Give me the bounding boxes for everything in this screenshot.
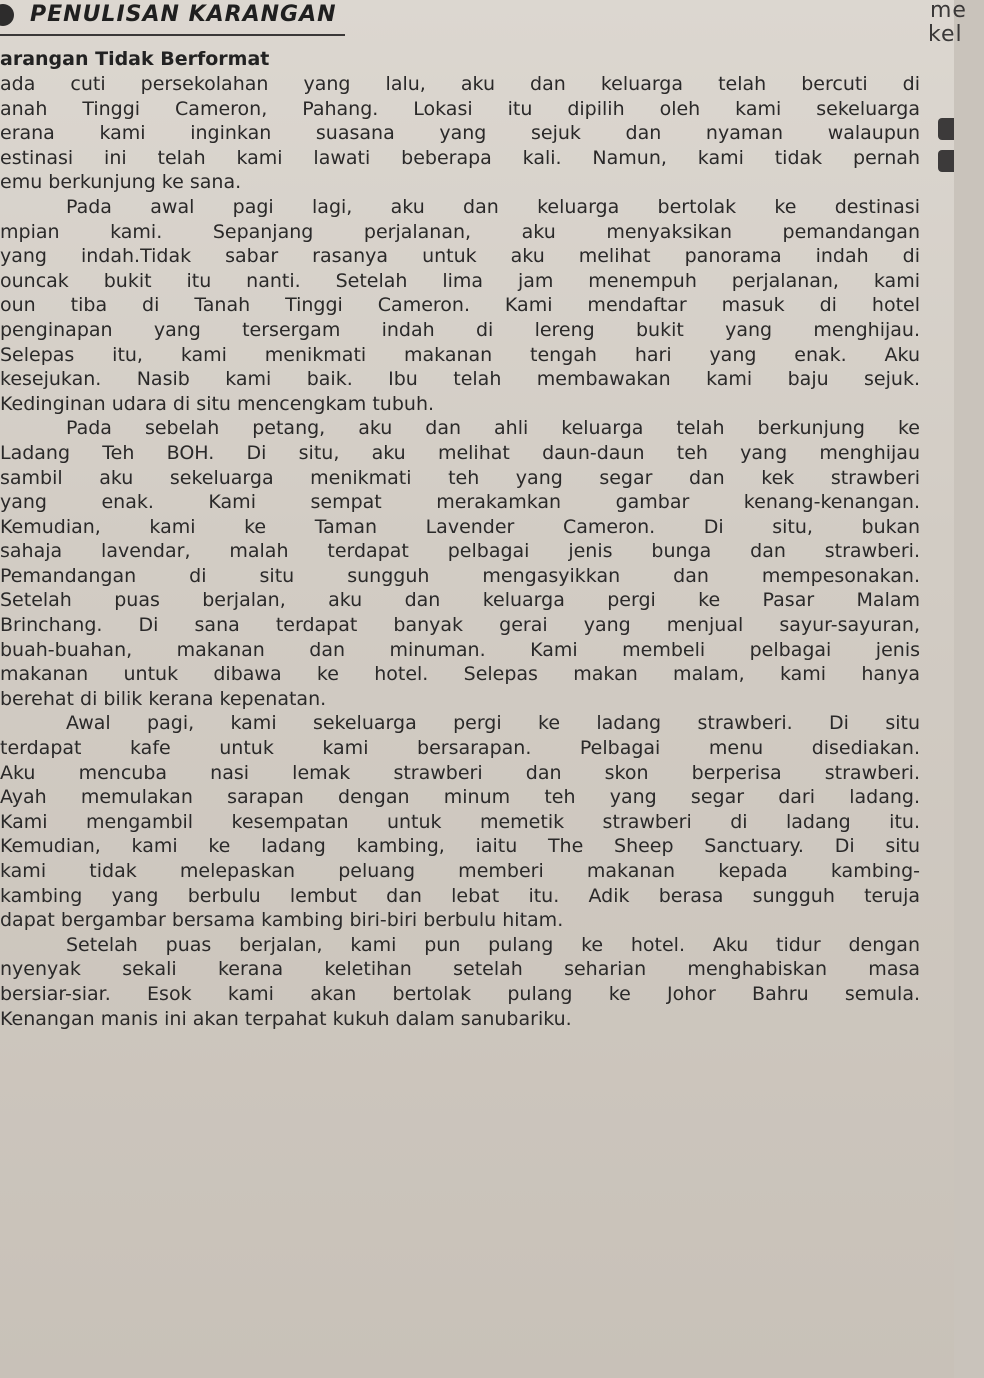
essay-line: ada cuti persekolahan yang lalu, aku dan keluarga telah bercuti di bbox=[0, 73, 920, 95]
essay-body bbox=[0, 72, 920, 1031]
essay-line: yang enak. Kami sempat merakamkan gambar kenang-kenangan. bbox=[0, 491, 920, 514]
cropped-margin-text: kel bbox=[928, 22, 963, 47]
essay-line: erana kami inginkan suasana yang sejuk dan nyaman walaupun bbox=[0, 122, 920, 145]
essay-line: Setelah puas berjalan, kami pun pulang ke hotel. Aku tidur dengan bbox=[66, 933, 920, 956]
essay-line: buah-buahan, makanan dan minuman. Kami membeli pelbagai jenis bbox=[0, 638, 920, 661]
essay-line: berehat di bilik kerana kepenatan. bbox=[0, 687, 327, 710]
essay-line: Kemudian, kami ke ladang kambing, iaitu The Sheep Sanctuary. Di situ bbox=[0, 835, 920, 858]
essay-line: oun tiba di Tanah Tinggi Cameron. Kami mendaftar masuk di hotel bbox=[0, 294, 920, 317]
essay-line: Ayah memulakan sarapan dengan minum teh yang segar dari ladang. bbox=[0, 786, 920, 809]
essay-line: Aku mencuba nasi lemak strawberi dan skon berperisa strawberi. bbox=[0, 761, 920, 784]
essay-line: Kami mengambil kesempatan untuk memetik strawberi di ladang itu. bbox=[0, 810, 920, 833]
essay-line: Kenangan manis ini akan terpahat kukuh dalam sanubariku. bbox=[0, 1007, 572, 1030]
essay-line: kami tidak melepaskan peluang memberi makanan kepada kambing- bbox=[0, 860, 920, 882]
essay-line: mpian kami. Sepanjang perjalanan, aku menyaksikan pemandangan bbox=[0, 220, 920, 243]
cropped-margin-text: me bbox=[930, 0, 967, 23]
essay-line: Ladang Teh BOH. Di situ, aku melihat daun-daun teh yang menghijau bbox=[0, 441, 920, 464]
essay-line: ouncak bukit itu nanti. Setelah lima jam menempuh perjalanan, kami bbox=[0, 269, 920, 292]
essay-line: bersiar-siar. Esok kami akan bertolak pulang ke Johor Bahru semula. bbox=[0, 982, 920, 1005]
essay-line: terdapat kafe untuk kami bersarapan. Pelbagai menu disediakan. bbox=[0, 737, 920, 760]
essay-line: Selepas itu, kami menikmati makanan tengah hari yang enak. Aku bbox=[0, 343, 920, 366]
essay-line: estinasi ini telah kami lawati beberapa kali. Namun, kami tidak pernah bbox=[0, 146, 920, 169]
essay-line: Brinchang. Di sana terdapat banyak gerai yang menjual sayur-sayuran, bbox=[0, 614, 920, 637]
section-header: PENULISAN KARANGAN bbox=[30, 2, 337, 27]
essay-line: makanan untuk dibawa ke hotel. Selepas makan malam, kami hanya bbox=[0, 663, 920, 686]
essay-line: penginapan yang tersergam indah di lereng bukit yang menghijau. bbox=[0, 318, 920, 341]
essay-line: sambil aku sekeluarga menikmati teh yang segar dan kek strawberi bbox=[0, 466, 920, 489]
essay-line: Setelah puas berjalan, aku dan keluarga pergi ke Pasar Malam bbox=[0, 589, 920, 612]
margin-mark bbox=[938, 118, 954, 140]
essay-line: Pada awal pagi lagi, aku dan keluarga bertolak ke destinasi bbox=[66, 195, 920, 218]
margin-mark bbox=[938, 150, 954, 172]
essay-line: Pemandangan di situ sungguh mengasyikkan dan mempesonakan. bbox=[0, 564, 920, 587]
bullet-circle-icon bbox=[0, 4, 14, 26]
essay-line: nyenyak sekali kerana keletihan setelah seharian menghabiskan masa bbox=[0, 958, 920, 981]
essay-subtitle: arangan Tidak Berformat bbox=[0, 48, 270, 70]
essay-line: yang indah.Tidak sabar rasanya untuk aku melihat panorama indah di bbox=[0, 245, 920, 268]
essay-line: Kemudian, kami ke Taman Lavender Cameron. Di situ, bukan bbox=[0, 515, 920, 538]
essay-line: sahaja lavendar, malah terdapat pelbagai jenis bunga dan strawberi. bbox=[0, 540, 920, 563]
essay-line: Pada sebelah petang, aku dan ahli keluarga telah berkunjung ke bbox=[66, 417, 920, 440]
essay-line: anah Tinggi Cameron, Pahang. Lokasi itu dipilih oleh kami sekeluarga bbox=[0, 97, 920, 120]
essay-line: emu berkunjung ke sana. bbox=[0, 171, 242, 194]
essay-line: dapat bergambar bersama kambing biri-biri berbulu hitam. bbox=[0, 909, 564, 932]
essay-line: kesejukan. Nasib kami baik. Ibu telah membawakan kami baju sejuk. bbox=[0, 368, 920, 391]
essay-line: kambing yang berbulu lembut dan lebat itu. Adik berasa sungguh teruja bbox=[0, 884, 920, 907]
essay-line: Kedinginan udara di situ mencengkam tubuh. bbox=[0, 392, 435, 415]
essay-line: Awal pagi, kami sekeluarga pergi ke ladang strawberi. Di situ bbox=[66, 712, 920, 735]
header-underline bbox=[0, 34, 345, 36]
